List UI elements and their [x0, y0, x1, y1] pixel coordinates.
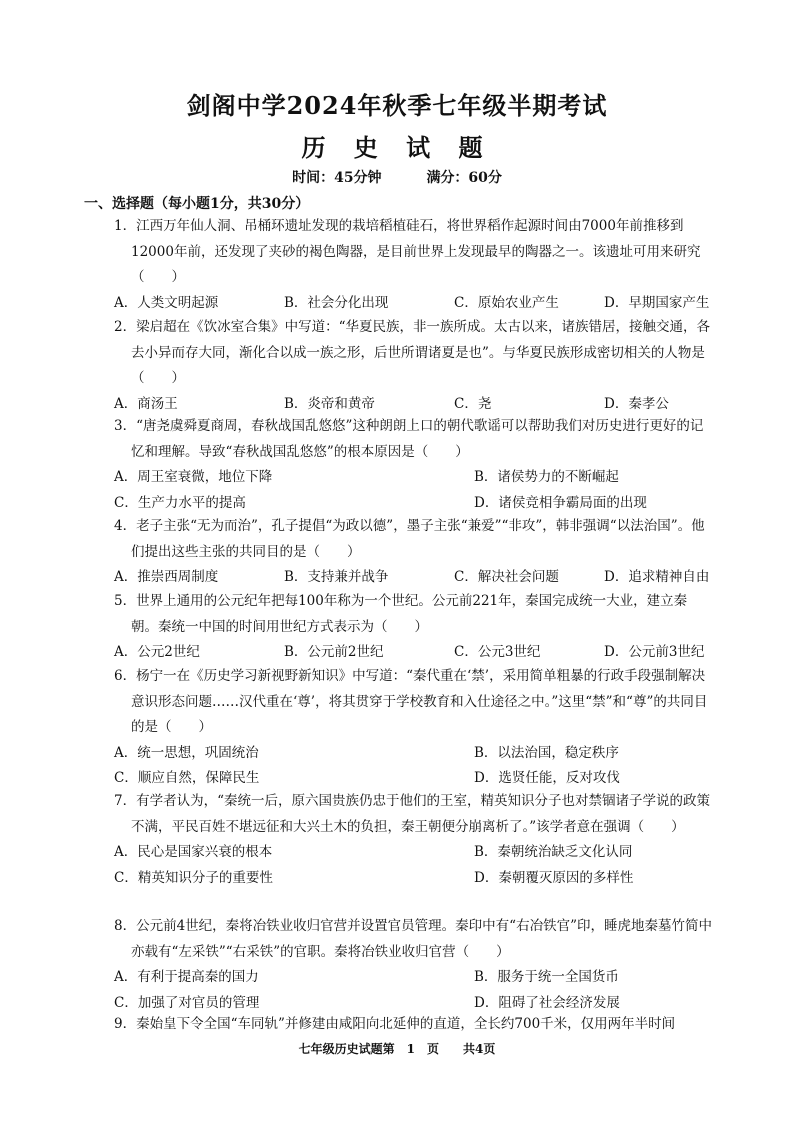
question-stem: 4．老子主张“无为而治”，孔子提倡“为政以德”，墨子主张“兼爱”“非攻”，韩非强调“以法治国”。他们提出这些主张的共同目的是（ ） [114, 518, 705, 560]
option-c[interactable]: C．尧 [454, 395, 492, 412]
option-a[interactable]: A．有利于提高秦的国力 [114, 969, 259, 985]
option-a[interactable]: A．统一思想，巩固统治 [114, 744, 259, 761]
option-b[interactable]: B．以法治国，稳定秩序 [474, 744, 619, 761]
question-9 [114, 1012, 714, 1038]
option-b[interactable]: B．社会分化出现 [284, 294, 389, 311]
question-2 [114, 315, 714, 417]
question-options [114, 465, 714, 516]
option-c[interactable]: C．加强了对官员的管理 [114, 994, 260, 1011]
question-stem: 9．秦始皇下令全国“车同轨”并修建由咸阳向北延伸的直道，全长约700千米，仅用两年半时间 [114, 1016, 676, 1032]
option-b[interactable]: B．支持兼并战争 [284, 569, 389, 585]
exam-title: 剑阁中学2024年秋季七年级半期考试 [186, 91, 608, 120]
option-c[interactable]: C．生产力水平的提高 [114, 494, 246, 511]
question-options [114, 965, 714, 1016]
page-footer: 七年级历史试题第 1 页 共4页 [298, 1042, 496, 1056]
option-d[interactable]: D．诸侯竞相争霸局面的出现 [474, 494, 647, 511]
option-a[interactable]: A．公元2世纪 [114, 644, 200, 660]
option-c[interactable]: C．原始农业产生 [454, 294, 559, 311]
option-a[interactable]: A．人类文明起源 [114, 294, 219, 311]
option-d[interactable]: D．选贤任能，反对攻伐 [474, 770, 620, 786]
option-b[interactable]: B．公元前2世纪 [284, 644, 384, 660]
option-c[interactable]: C．顺应自然，保障民生 [114, 770, 260, 786]
option-b[interactable]: B．服务于统一全国货币 [474, 969, 619, 985]
question-options [114, 741, 714, 792]
question-stem: 3．“唐尧虞舜夏商周，春秋战国乱悠悠”这种朗朗上口的朝代歌谣可以帮助我们对历史进行更好的记忆和理解。导致“春秋战国乱悠悠”的根本原因是（ ） [114, 418, 704, 460]
exam-score: 满分：60分 [426, 170, 502, 186]
question-1 [114, 214, 714, 316]
question-stem: 7．有学者认为，“秦统一后，原六国贵族仍忠于他们的王室，精英知识分子也对禁锢诸子学说的政策不满，平民百姓不堪远征和大兴土木的负担，秦王朝便分崩离析了。”该学者意在强调（ ） [114, 793, 710, 835]
question-5 [114, 589, 714, 666]
option-d[interactable]: D．公元前3世纪 [604, 644, 705, 660]
option-b[interactable]: B．秦朝统治缺乏文化认同 [474, 844, 633, 860]
option-a[interactable]: A．推崇西周制度 [114, 569, 219, 585]
option-a[interactable]: A．民心是国家兴衰的根本 [114, 844, 273, 860]
question-stem: 8．公元前4世纪，秦将冶铁业收归官营并设置官员管理。秦印中有“右冶铁官”印，睡虎地秦墓竹简中亦载有“左采铁”“右采铁”的官职。秦将冶铁业收归官营（ ） [114, 918, 712, 960]
option-b[interactable]: B．炎帝和黄帝 [284, 395, 375, 412]
option-d[interactable]: D．秦朝覆灭原因的多样性 [474, 869, 634, 886]
option-d[interactable]: D．早期国家产生 [604, 294, 710, 311]
section-heading: 一、选择题（每小题1分，共30分） [84, 196, 310, 212]
exam-meta [0, 167, 794, 187]
question-4 [114, 514, 714, 591]
question-options [114, 640, 714, 666]
question-options [114, 840, 714, 891]
option-c[interactable]: C．解决社会问题 [454, 569, 559, 585]
question-stem: 6．杨宁一在《历史学习新视野新知识》中写道：“秦代重在‘禁’，采用简单粗暴的行政手段强制解决意识形态问题……汉代重在‘尊’，将其贯穿于学校教育和入仕途径之中。”这里“禁”和“尊”的共同目的是（ ） [114, 668, 708, 735]
option-d[interactable]: D．秦孝公 [604, 395, 669, 412]
option-c[interactable]: C．精英知识分子的重要性 [114, 869, 273, 886]
question-6 [114, 664, 714, 792]
question-stem: 5．世界上通用的公元纪年把每100年称为一个世纪。公元前221年，秦国完成统一大业，建立秦朝。秦统一中国的时间用世纪方式表示为（ ） [114, 593, 688, 635]
question-stem: 1．江西万年仙人洞、吊桶环遗址发现的栽培稻植硅石，将世界稻作起源时间由7000年前推移到12000年前，还发现了夹砂的褐色陶器，是目前世界上发现最早的陶器之一。该遗址可用来研究（ ） [114, 218, 701, 285]
question-options [114, 291, 714, 317]
exam-subtitle: 历 史 试 题 [301, 133, 493, 162]
exam-time: 时间：45分钟 [292, 170, 382, 186]
question-8 [114, 914, 714, 1016]
question-stem: 2．梁启超在《饮冰室合集》中写道：“华夏民族，非一族所成。太古以来，诸族错居，接触交通，各去小异而存大同，渐化合以成一族之形，后世所谓诸夏是也”。与华夏民族形成密切相关的人物是（ ） [114, 319, 710, 386]
option-b[interactable]: B．诸侯势力的不断崛起 [474, 469, 619, 485]
option-a[interactable]: A．商汤王 [114, 395, 178, 412]
question-3 [114, 414, 714, 516]
question-options [114, 565, 714, 591]
option-d[interactable]: D．阻碍了社会经济发展 [474, 994, 620, 1011]
option-c[interactable]: C．公元3世纪 [454, 644, 541, 660]
option-a[interactable]: A．周王室衰微，地位下降 [114, 469, 273, 485]
option-d[interactable]: D．追求精神自由 [604, 569, 710, 585]
question-7 [114, 789, 714, 891]
